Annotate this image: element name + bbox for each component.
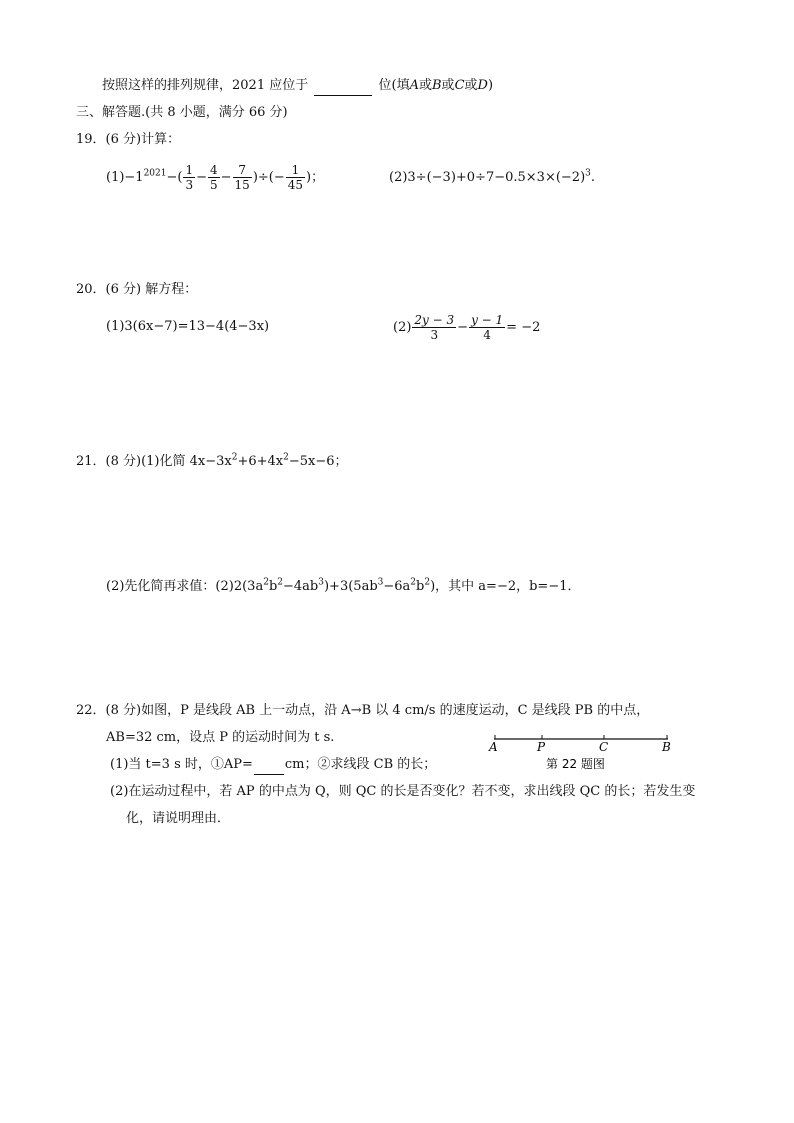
q21-part2: (2)先化简再求值：$(2)2(3a^2b^2-4ab^3)+3(5ab^3-6a^2b^2)$，其中 a=−2，b=−1． — [106, 577, 581, 594]
fraction: $\frac{1}{3}$ — [185, 163, 194, 192]
q22-line2: AB=32 cm，设点 P 的运动时间为 t s. — [106, 730, 335, 745]
fraction: $\frac{y - 1}{4}$ — [471, 313, 504, 342]
top-line-post: 位(填 — [378, 78, 410, 93]
fraction: $\frac{4}{5}$ — [210, 163, 218, 192]
q21-header: 21．(8 分)(1)化简 $4x-3x^2+6+4x^2-5x-6$； — [76, 452, 348, 469]
top-line-pre: 按照这样的排列规律，2021 应位于 — [102, 78, 309, 93]
q19-part2: $(2)3\div(-3)+0\div 7-0.5\times 3\times(-2)^3$. — [389, 168, 596, 185]
segment-figure — [482, 730, 682, 778]
label-a: A — [489, 740, 498, 754]
q19-header: 19．(6 分)计算： — [76, 132, 181, 147]
fraction: $\frac{7}{15}$ — [234, 163, 250, 192]
q22-header: 22．(8 分)如图，P 是线段 AB 上一动点，沿 A→B 以 4 cm/s 的速度运动，C 是线段 PB 的中点， — [76, 703, 650, 718]
q20-part2: (2) $\frac{2y - 3}{3}$ − $\frac{y - 1}{4}$ = −2 — [393, 313, 541, 342]
section-heading: 三、解答题.(共 8 小题，满分 66 分) — [76, 105, 288, 120]
fraction: $\frac{2y - 3}{3}$ — [414, 313, 455, 342]
answer-blank[interactable] — [314, 77, 372, 96]
q22-part2-line1: (2)在运动过程中，若 AP 的中点为 Q，则 QC 的长是否变化？若不变，求出线段 QC 的长；若发生变 — [110, 784, 696, 799]
q20-part1: (1)3(6x−7)=13−4(4−3x) — [106, 319, 270, 334]
label-c: C — [599, 740, 609, 754]
label-p: P — [537, 740, 546, 754]
figure-caption: 第 22 题图 — [546, 757, 605, 771]
ap-answer-blank[interactable] — [254, 756, 284, 775]
top-line: 按照这样的排列规律，2021 应位于 位(填A或B或C或D) — [102, 77, 493, 96]
q19-part1: $(1)-1^{2021}-$( $\frac{1}{3}$ − $\frac{4}{5}$ − $\frac{7}{15}$ )÷(− $\frac{1}{45}$ )； — [106, 163, 325, 192]
q22-part1: (1)当 t=3 s 时，①AP= cm；②求线段 CB 的长； — [110, 756, 436, 775]
q20-header: 20．(6 分) 解方程： — [76, 282, 198, 297]
fraction: $\frac{1}{45}$ — [287, 163, 304, 192]
label-b: B — [662, 740, 671, 754]
q22-part2-line2: 化，请说明理由． — [126, 811, 231, 826]
